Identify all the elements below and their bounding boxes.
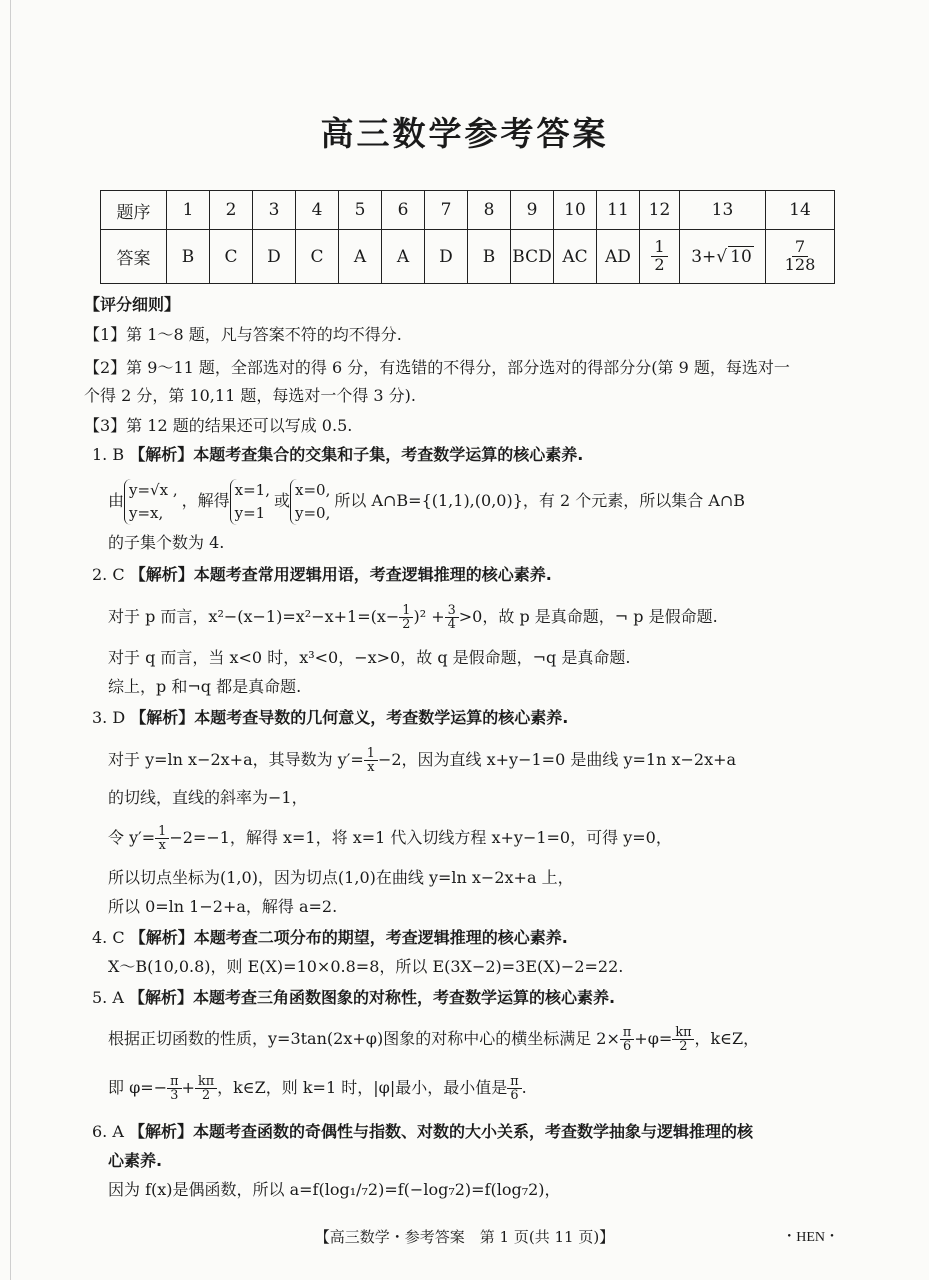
equation-system: x=0, y=0, (290, 479, 334, 525)
question-number: 6 (382, 191, 425, 230)
question-number-row (101, 191, 835, 230)
answer-cell: D (253, 230, 296, 284)
answer-cell: B (167, 230, 210, 284)
q2-header (92, 563, 552, 587)
answer-cell: C (210, 230, 253, 284)
q1-solution-line-2: 的子集个数为 4. (108, 533, 225, 552)
q5-analysis: 【解析】本题考查三角函数图象的对称性，考查数学运算的核心素养. (129, 988, 616, 1007)
page-edge (10, 0, 11, 1280)
q3-analysis: 【解析】本题考查导数的几何意义，考查数学运算的核心素养. (130, 708, 569, 727)
answer-table (100, 190, 835, 284)
question-number: 4 (296, 191, 339, 230)
q3-solution-line-1: 对于 y=ln x−2x+a，其导数为 y′= $\frac{1}{x}$ −2，因为直线 x+y−1=0 是曲线 y=1n x−2x+a (108, 745, 737, 775)
q1-text: 所以 A∩B={(1,1),(0,0)}，有 2 个元素，所以集合 A∩B (334, 491, 746, 510)
fraction: $\frac{\pi}{6}$ (620, 1026, 634, 1054)
answer-cell: D (425, 230, 468, 284)
answer-cell: AD (597, 230, 640, 284)
answer-cell-12 (640, 230, 680, 284)
q5-solution-line-1: 根据正切函数的性质，y=3tan(2x+φ)图象的对称中心的横坐标满足 2× $\frac{\pi}{6}$ +φ= $\frac{k\pi}{2}$ ，k∈Z， (108, 1024, 760, 1054)
q1-text: 或 (273, 491, 290, 510)
q4-analysis: 【解析】本题考查二项分布的期望，考查逻辑推理的核心素养. (129, 928, 568, 947)
q3-solution-line-2: 的切线，直线的斜率为−1， (108, 788, 308, 807)
q5-solution-line-2: 即 φ=− $\frac{\pi}{3}$ + $\frac{k\pi}{2}$ ，k∈Z，则 k=1 时，|φ|最小，最小值是 $\frac{\pi}{6}$ . (108, 1073, 527, 1103)
fraction-denominator: 128 (784, 255, 816, 274)
answer-cell-13 (680, 230, 766, 284)
fraction: $\frac{\pi}{3}$ (167, 1075, 181, 1103)
question-number: 10 (554, 191, 597, 230)
q2-solution-line-3: 综上，p 和¬q 都是真命题. (108, 677, 302, 696)
question-number: 2 (210, 191, 253, 230)
fraction-denominator: 2 (654, 255, 665, 274)
answer-cell: BCD (511, 230, 554, 284)
rule-3: 【3】第 12 题的结果还可以写成 0.5. (84, 416, 353, 435)
question-number: 12 (640, 191, 680, 230)
q6-header (92, 1120, 753, 1144)
q1-text: 由 (108, 491, 125, 510)
answer-cell-14 (766, 230, 835, 284)
fraction: $\frac{1}{x}$ (155, 825, 169, 853)
q4-solution-line-1: X～B(10,0.8)，则 E(X)=10×0.8=8，所以 E(3X−2)=3E(X)−2=22. (108, 957, 624, 976)
answer-cell: A (339, 230, 382, 284)
q5-number: 5. A (92, 988, 124, 1007)
fraction: $\frac{k\pi}{2}$ (672, 1026, 694, 1054)
q1-text: ，解得 (181, 491, 230, 510)
fraction: $\frac{3}{4}$ (445, 604, 459, 632)
answer-13-prefix: 3+ (691, 246, 717, 267)
q1-analysis: 【解析】本题考查集合的交集和子集，考查数学运算的核心素养. (129, 445, 584, 464)
q4-number: 4. C (92, 928, 125, 947)
row-label-answer: 答案 (101, 230, 167, 284)
answer-cell: C (296, 230, 339, 284)
q3-number: 3. D (92, 708, 126, 727)
question-number: 8 (468, 191, 511, 230)
equation-system: y=√x , y=x, (124, 479, 182, 525)
fraction: $\frac{\pi}{6}$ (507, 1075, 521, 1103)
question-number: 11 (597, 191, 640, 230)
sqrt-icon: √ (716, 246, 728, 267)
q6-analysis-cont: 心素养. (108, 1151, 163, 1170)
q2-solution-line-1: 对于 p 而言，x²−(x−1)=x²−x+1=(x− $\frac{1}{2}$ )² + $\frac{3}{4}$ >0，故 p 是真命题，¬ p 是假命题. (108, 602, 718, 632)
q1-solution-line-1 (108, 477, 745, 525)
page-title: 高三数学参考答案 (320, 114, 609, 153)
footer-code: ・HEN・ (782, 1230, 839, 1245)
q6-number: 6. A (92, 1122, 124, 1141)
fraction-numerator: 7 (792, 239, 808, 257)
rule-1: 【1】第 1～8 题，凡与答案不符的均不得分. (84, 325, 402, 344)
question-number: 5 (339, 191, 382, 230)
question-number: 3 (253, 191, 296, 230)
q2-analysis: 【解析】本题考查常用逻辑用语，考查逻辑推理的核心素养. (129, 565, 552, 584)
q2-number: 2. C (92, 565, 125, 584)
q6-solution-line-1: 因为 f(x)是偶函数，所以 a=f(log₁/₇2)=f(−log₇2)=f(log₇2)， (108, 1180, 561, 1199)
question-number: 14 (766, 191, 835, 230)
q3-solution-line-5: 所以 0=ln 1−2+a，解得 a=2. (108, 897, 338, 916)
rule-2-line-2: 个得 2 分，第 10,11 题，每选对一个得 3 分). (84, 386, 417, 405)
q4-header (92, 926, 568, 950)
q3-solution-line-4: 所以切点坐标为(1,0)，因为切点(1,0)在曲线 y=ln x−2x+a 上， (108, 868, 574, 887)
row-label-question: 题序 (101, 191, 167, 230)
fraction-numerator: 1 (651, 239, 667, 257)
fraction: $\frac{1}{x}$ (364, 747, 378, 775)
answer-row (101, 230, 835, 284)
fraction: $\frac{k\pi}{2}$ (195, 1075, 217, 1103)
q5-header (92, 986, 615, 1010)
q3-header (92, 706, 568, 730)
rule-2-line-1: 【2】第 9～11 题，全部选对的得 6 分，有选错的不得分，部分选对的得部分分(第 9 题，每选对一 (84, 358, 790, 377)
q1-header (92, 443, 583, 467)
q1-number: 1. B (92, 445, 125, 464)
rules-heading: 【评分细则】 (84, 295, 181, 314)
question-number: 7 (425, 191, 468, 230)
page-footer: 【高三数学・参考答案 第 1 页(共 11 页)】 (314, 1228, 615, 1246)
question-number: 9 (511, 191, 554, 230)
q6-analysis: 【解析】本题考查函数的奇偶性与指数、对数的大小关系，考查数学抽象与逻辑推理的核 (129, 1122, 754, 1141)
equation-system: x=1, y=1 (230, 479, 274, 525)
question-number: 1 (167, 191, 210, 230)
q3-solution-line-3: 令 y′= $\frac{1}{x}$ −2=−1，解得 x=1，将 x=1 代入切线方程 x+y−1=0，可得 y=0， (108, 823, 672, 853)
answer-cell: A (382, 230, 425, 284)
question-number: 13 (680, 191, 766, 230)
q2-solution-line-2: 对于 q 而言，当 x<0 时，x³<0，−x>0，故 q 是假命题，¬q 是真命题. (108, 648, 631, 667)
fraction: $\frac{1}{2}$ (399, 604, 413, 632)
radicand: 10 (730, 246, 752, 267)
answer-cell: AC (554, 230, 597, 284)
answer-cell: B (468, 230, 511, 284)
